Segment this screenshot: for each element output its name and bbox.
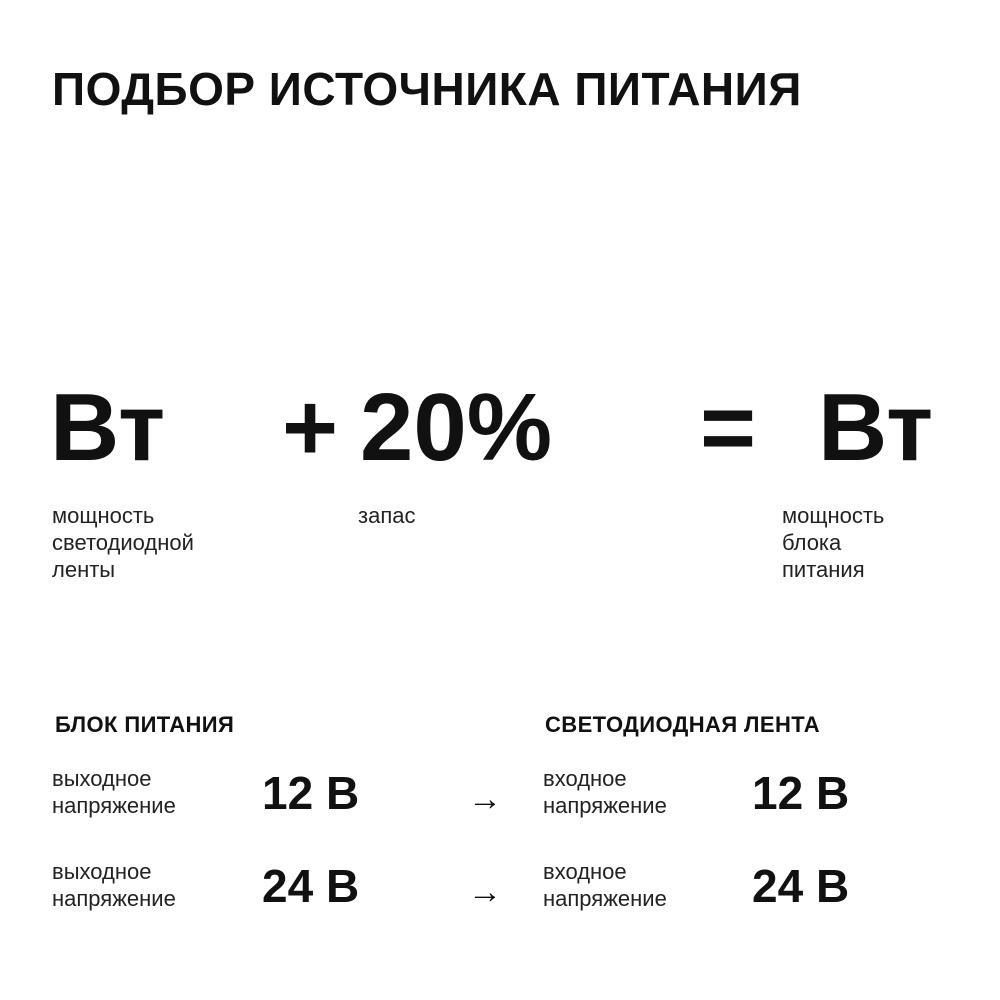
strip-input-voltage-value-row2: 24 В bbox=[752, 860, 850, 912]
strip-input-voltage-label-row2-line2: напряжение bbox=[543, 886, 667, 911]
psu-output-voltage-label-row1 bbox=[52, 765, 176, 819]
formula-term-reserve-percent: 20% bbox=[360, 374, 553, 481]
psu-output-voltage-label-row2-line2: напряжение bbox=[52, 886, 176, 911]
formula-operator-plus: + bbox=[282, 374, 339, 481]
caption-psu-power-line2: блока bbox=[782, 530, 842, 555]
psu-output-voltage-label-row2-line1: выходное bbox=[52, 859, 152, 884]
caption-psu-power bbox=[782, 502, 982, 583]
column-heading-led-strip: СВЕТОДИОДНАЯ ЛЕНТА bbox=[545, 712, 820, 737]
arrow-right-icon-row2: → bbox=[468, 873, 502, 911]
strip-input-voltage-label-row1-line2: напряжение bbox=[543, 793, 667, 818]
page-title: ПОДБОР ИСТОЧНИКА ПИТАНИЯ bbox=[52, 63, 802, 115]
arrow-right-icon-row1: → bbox=[468, 780, 502, 818]
psu-output-voltage-label-row2 bbox=[52, 858, 176, 912]
caption-reserve bbox=[358, 502, 598, 529]
caption-strip-power bbox=[52, 502, 292, 583]
caption-strip-power-line3: ленты bbox=[52, 557, 116, 582]
formula-term-watt-output: Вт bbox=[818, 374, 934, 481]
power-formula bbox=[50, 374, 950, 490]
caption-reserve-line1: запас bbox=[358, 503, 416, 528]
strip-input-voltage-label-row2 bbox=[543, 858, 667, 912]
caption-strip-power-line2: светодиодной bbox=[52, 530, 194, 555]
formula-operator-equals: = bbox=[700, 374, 757, 481]
caption-psu-power-line3: питания bbox=[782, 557, 865, 582]
caption-psu-power-line1: мощность bbox=[782, 503, 885, 528]
strip-input-voltage-value-row1: 12 В bbox=[752, 767, 850, 819]
strip-input-voltage-label-row1 bbox=[543, 765, 667, 819]
strip-input-voltage-label-row1-line1: входное bbox=[543, 766, 627, 791]
psu-output-voltage-value-row2: 24 В bbox=[262, 860, 360, 912]
psu-output-voltage-value-row1: 12 В bbox=[262, 767, 360, 819]
strip-input-voltage-label-row2-line1: входное bbox=[543, 859, 627, 884]
psu-output-voltage-label-row1-line2: напряжение bbox=[52, 793, 176, 818]
psu-output-voltage-label-row1-line1: выходное bbox=[52, 766, 152, 791]
column-heading-psu: БЛОК ПИТАНИЯ bbox=[55, 712, 235, 737]
caption-strip-power-line1: мощность bbox=[52, 503, 155, 528]
formula-term-watt-input: Вт bbox=[50, 374, 166, 481]
